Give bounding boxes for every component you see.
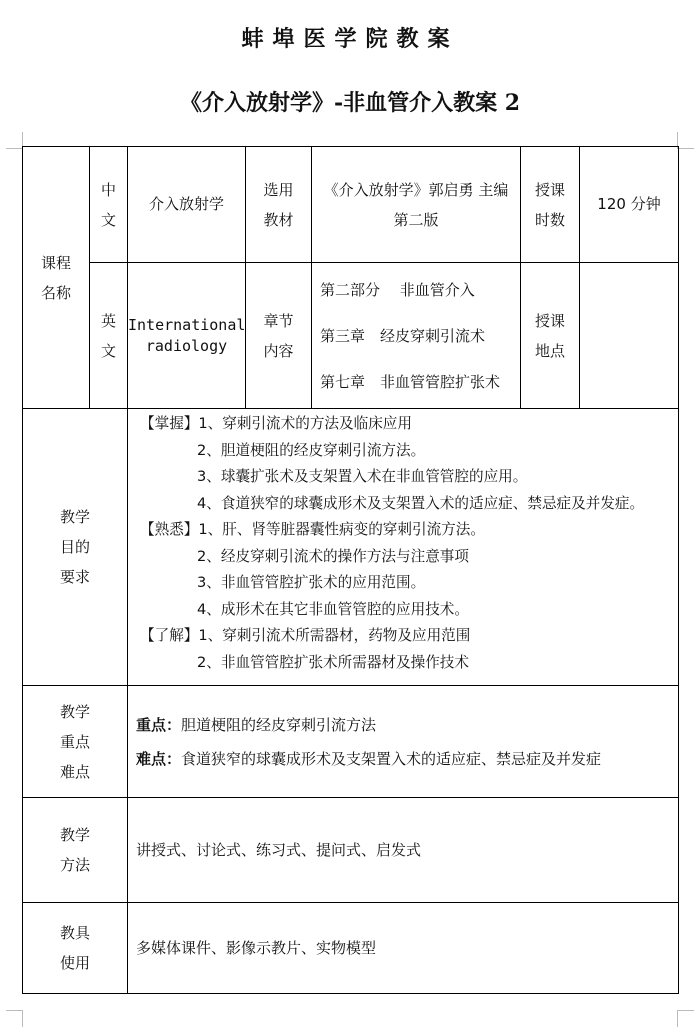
objective-item: 【掌握】1、穿刺引流术的方法及临床应用	[140, 411, 672, 438]
english-label: 英 文	[90, 263, 128, 409]
objective-item: 【熟悉】1、肝、肾等脏器囊性病变的穿刺引流方法。	[140, 517, 672, 544]
margin-mark-top-left	[6, 132, 23, 149]
place-label: 授课 地点	[521, 263, 580, 409]
objective-item: 2、非血管管腔扩张术所需器材及操作技术	[197, 653, 469, 671]
chapter-line: 第七章 非血管管腔扩张术	[320, 372, 501, 391]
place-value	[580, 263, 679, 409]
margin-mark-top-right	[677, 132, 694, 149]
objectives-label: 教学 目的 要求	[23, 409, 128, 686]
master-tag: 【掌握】	[140, 415, 199, 432]
understand-tag: 【了解】	[140, 627, 199, 644]
chapter-content	[312, 263, 521, 409]
document-title: 《介入放射学》-非血管介入教案 2	[179, 90, 521, 116]
objective-item: 2、胆道梗阻的经皮穿刺引流方法。	[197, 441, 426, 459]
chapter-line: 第三章 经皮穿刺引流术	[320, 326, 486, 345]
margin-mark-bottom-left	[6, 1010, 23, 1027]
margin-mark-bottom-right	[677, 1010, 694, 1027]
course-name-label: 课程 名称	[23, 147, 90, 409]
course-name-en: International radiology	[128, 263, 246, 409]
objective-item: 3、非血管管腔扩张术的应用范围。	[197, 574, 426, 591]
methods-content: 讲授式、讨论式、练习式、提问式、启发式	[128, 798, 679, 903]
objective-item: 【了解】1、穿刺引流术所需器材，药物及应用范围	[140, 623, 672, 650]
objective-item: 2、经皮穿刺引流术的操作方法与注意事项	[197, 547, 469, 565]
hours-label: 授课 时数	[521, 147, 580, 263]
lesson-plan-table	[22, 146, 679, 994]
textbook-value: 《介入放射学》郭启勇 主编 第二版	[312, 147, 521, 263]
tools-content: 多媒体课件、影像示教片、实物模型	[128, 903, 679, 994]
textbook-label: 选用 教材	[246, 147, 312, 263]
objective-item: 4、成形术在其它非血管管腔的应用技术。	[197, 600, 469, 618]
key-point: 重点：胆道梗阻的经皮穿刺引流方法	[136, 715, 377, 734]
difficult-point: 难点：食道狭窄的球囊成形术及支架置入术的适应症、禁忌症及并发症	[136, 749, 602, 768]
keypoints-content	[128, 686, 679, 798]
objective-item: 4、食道狭窄的球囊成形术及支架置入术的适应症、禁忌症及并发症。	[197, 494, 645, 512]
objective-item: 3、球囊扩张术及支架置入术在非血管管腔的应用。	[197, 468, 528, 485]
familiar-tag: 【熟悉】	[140, 521, 199, 538]
keypoints-label: 教学 重点 难点	[23, 686, 128, 798]
chapter-line: 第二部分 非血管介入	[320, 280, 475, 299]
hours-value: 120 分钟	[580, 147, 679, 263]
tools-label: 教具 使用	[23, 903, 128, 994]
methods-label: 教学 方法	[23, 798, 128, 903]
chinese-label: 中 文	[90, 147, 128, 263]
chapter-label: 章节 内容	[246, 263, 312, 409]
objectives-content	[128, 409, 679, 686]
school-title: 蚌埠医学院教案	[241, 26, 459, 52]
course-name-cn: 介入放射学	[128, 147, 246, 263]
